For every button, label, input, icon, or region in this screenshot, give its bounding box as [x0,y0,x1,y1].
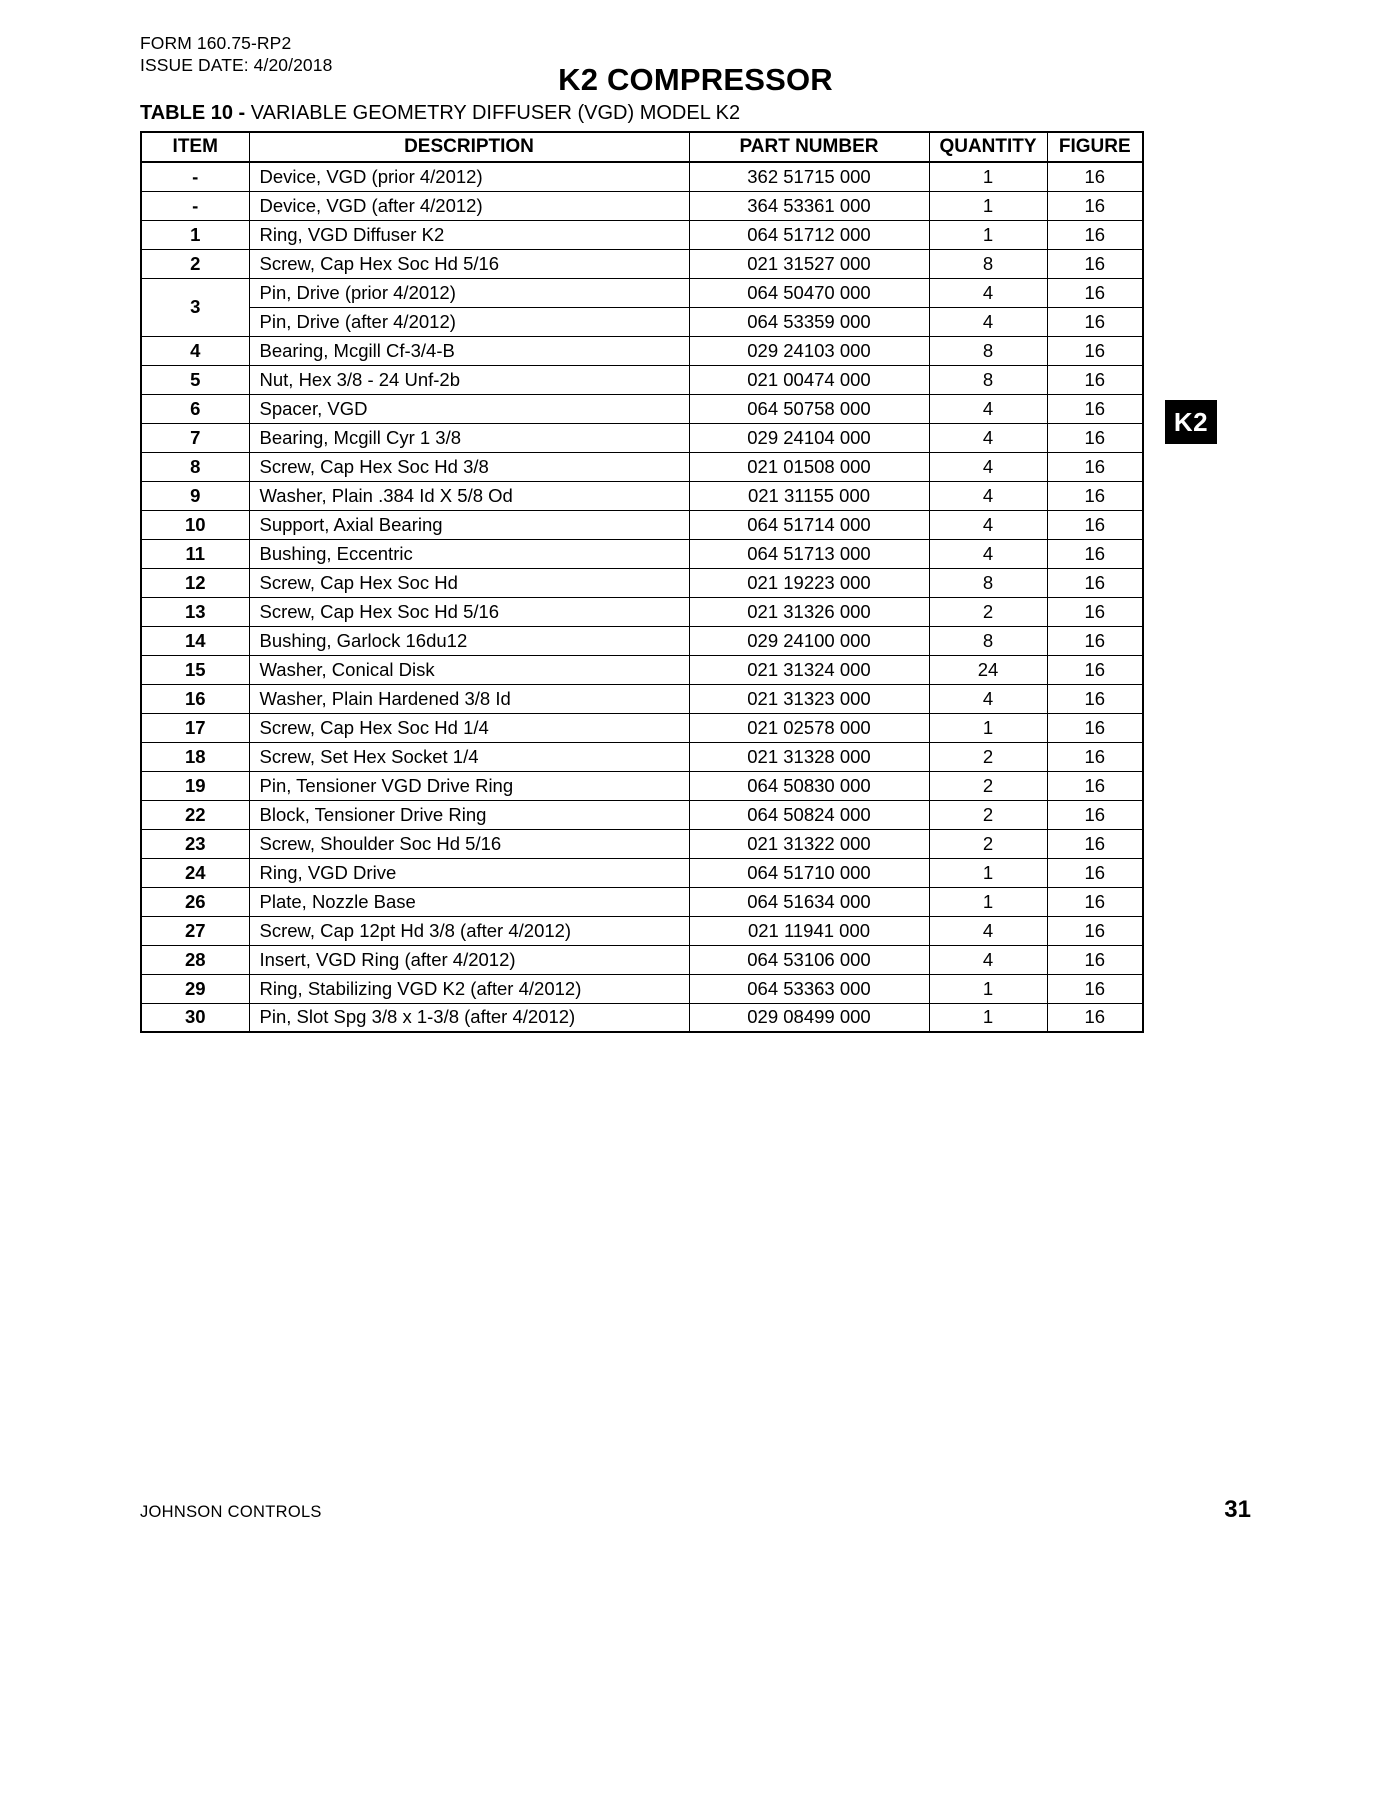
cell-quantity: 4 [929,945,1047,974]
cell-description: Device, VGD (prior 4/2012) [249,162,689,191]
cell-description: Nut, Hex 3/8 - 24 Unf-2b [249,365,689,394]
column-header-part-number: PART NUMBER [689,132,929,162]
cell-item: 22 [141,800,249,829]
column-header-figure: FIGURE [1047,132,1143,162]
cell-quantity: 2 [929,742,1047,771]
table-row [141,887,1143,916]
cell-figure: 16 [1047,597,1143,626]
cell-part-number: 064 50758 000 [689,394,929,423]
table-row [141,481,1143,510]
table-row [141,568,1143,597]
cell-quantity: 4 [929,510,1047,539]
cell-figure: 16 [1047,191,1143,220]
cell-part-number: 064 50470 000 [689,278,929,307]
cell-figure: 16 [1047,365,1143,394]
table-header [141,132,1143,162]
table-row [141,162,1143,191]
table-row [141,945,1143,974]
table-row [141,597,1143,626]
table-row [141,365,1143,394]
cell-figure: 16 [1047,771,1143,800]
cell-part-number: 021 02578 000 [689,713,929,742]
cell-part-number: 064 51634 000 [689,887,929,916]
cell-quantity: 4 [929,481,1047,510]
cell-part-number: 021 31322 000 [689,829,929,858]
cell-part-number: 064 53363 000 [689,974,929,1003]
table-row [141,510,1143,539]
table-row [141,916,1143,945]
table-label: TABLE 10 - [140,102,246,124]
form-number: FORM 160.75-RP2 [140,33,292,53]
table-caption [140,102,740,125]
cell-item: 12 [141,568,249,597]
table-row [141,771,1143,800]
cell-description: Block, Tensioner Drive Ring [249,800,689,829]
cell-quantity: 8 [929,626,1047,655]
cell-figure: 16 [1047,394,1143,423]
cell-description: Screw, Cap Hex Soc Hd [249,568,689,597]
cell-part-number: 029 24100 000 [689,626,929,655]
cell-description: Screw, Cap Hex Soc Hd 5/16 [249,597,689,626]
table-row [141,626,1143,655]
cell-figure: 16 [1047,220,1143,249]
cell-quantity: 4 [929,278,1047,307]
cell-quantity: 4 [929,423,1047,452]
cell-quantity: 8 [929,249,1047,278]
issue-date: ISSUE DATE: 4/20/2018 [140,55,333,75]
cell-figure: 16 [1047,307,1143,336]
cell-item: 11 [141,539,249,568]
cell-part-number: 029 24103 000 [689,336,929,365]
cell-item: 2 [141,249,249,278]
cell-description: Device, VGD (after 4/2012) [249,191,689,220]
cell-item: 9 [141,481,249,510]
cell-quantity: 4 [929,452,1047,481]
cell-figure: 16 [1047,278,1143,307]
cell-figure: 16 [1047,713,1143,742]
cell-item: 7 [141,423,249,452]
section-tab-label: K2 [1173,406,1209,437]
cell-quantity: 1 [929,162,1047,191]
table-body [141,162,1143,1032]
cell-part-number: 029 08499 000 [689,1003,929,1032]
cell-description: Support, Axial Bearing [249,510,689,539]
cell-description: Plate, Nozzle Base [249,887,689,916]
cell-figure: 16 [1047,742,1143,771]
table-row [141,974,1143,1003]
cell-figure: 16 [1047,539,1143,568]
cell-figure: 16 [1047,1003,1143,1032]
cell-part-number: 064 50824 000 [689,800,929,829]
cell-quantity: 2 [929,829,1047,858]
cell-figure: 16 [1047,974,1143,1003]
cell-part-number: 064 51710 000 [689,858,929,887]
cell-item: 3 [141,278,249,336]
cell-item: 23 [141,829,249,858]
cell-quantity: 2 [929,597,1047,626]
cell-description: Bearing, Mcgill Cf-3/4-B [249,336,689,365]
cell-figure: 16 [1047,162,1143,191]
cell-item: 24 [141,858,249,887]
cell-figure: 16 [1047,568,1143,597]
cell-figure: 16 [1047,452,1143,481]
cell-description: Ring, VGD Drive [249,858,689,887]
cell-quantity: 8 [929,336,1047,365]
cell-description: Pin, Drive (after 4/2012) [249,307,689,336]
table-row [141,191,1143,220]
cell-figure: 16 [1047,655,1143,684]
cell-figure: 16 [1047,626,1143,655]
cell-part-number: 021 19223 000 [689,568,929,597]
cell-description: Bushing, Eccentric [249,539,689,568]
cell-description: Pin, Tensioner VGD Drive Ring [249,771,689,800]
cell-figure: 16 [1047,800,1143,829]
cell-quantity: 2 [929,771,1047,800]
cell-part-number: 021 31328 000 [689,742,929,771]
table-row [141,742,1143,771]
cell-item: 10 [141,510,249,539]
cell-part-number: 021 31527 000 [689,249,929,278]
cell-quantity: 4 [929,394,1047,423]
table-header-row [141,132,1143,162]
footer-company: JOHNSON CONTROLS [140,1503,322,1521]
cell-figure: 16 [1047,916,1143,945]
table-row [141,336,1143,365]
table-row [141,423,1143,452]
cell-part-number: 364 53361 000 [689,191,929,220]
table-row [141,713,1143,742]
cell-item: 26 [141,887,249,916]
cell-item: 14 [141,626,249,655]
cell-quantity: 1 [929,220,1047,249]
table-row [141,829,1143,858]
cell-item: 8 [141,452,249,481]
cell-part-number: 064 51712 000 [689,220,929,249]
cell-description: Screw, Cap Hex Soc Hd 1/4 [249,713,689,742]
cell-quantity: 4 [929,684,1047,713]
cell-quantity: 4 [929,539,1047,568]
cell-description: Washer, Plain .384 Id X 5/8 Od [249,481,689,510]
cell-description: Ring, VGD Diffuser K2 [249,220,689,249]
cell-quantity: 4 [929,916,1047,945]
table-row [141,1003,1143,1032]
cell-figure: 16 [1047,481,1143,510]
cell-part-number: 029 24104 000 [689,423,929,452]
cell-item: 28 [141,945,249,974]
cell-description: Screw, Cap Hex Soc Hd 3/8 [249,452,689,481]
table-row [141,249,1143,278]
cell-item: 19 [141,771,249,800]
cell-item: 27 [141,916,249,945]
parts-table-container [140,131,1142,1033]
cell-figure: 16 [1047,684,1143,713]
cell-description: Washer, Plain Hardened 3/8 Id [249,684,689,713]
cell-figure: 16 [1047,510,1143,539]
cell-part-number: 064 53106 000 [689,945,929,974]
cell-description: Screw, Cap Hex Soc Hd 5/16 [249,249,689,278]
cell-description: Bearing, Mcgill Cyr 1 3/8 [249,423,689,452]
cell-item: 5 [141,365,249,394]
table-caption-text: VARIABLE GEOMETRY DIFFUSER (VGD) MODEL K2 [245,102,741,124]
cell-description: Washer, Conical Disk [249,655,689,684]
cell-description: Pin, Drive (prior 4/2012) [249,278,689,307]
cell-item: - [141,191,249,220]
cell-figure: 16 [1047,945,1143,974]
table-row [141,307,1143,336]
cell-item: - [141,162,249,191]
cell-quantity: 1 [929,191,1047,220]
cell-quantity: 24 [929,655,1047,684]
footer-page-number: 31 [1224,1496,1251,1523]
column-header-item: ITEM [141,132,249,162]
page-title: K2 COMPRESSOR [558,62,833,97]
cell-item: 13 [141,597,249,626]
cell-part-number: 064 50830 000 [689,771,929,800]
table-row [141,220,1143,249]
cell-part-number: 021 00474 000 [689,365,929,394]
cell-part-number: 021 11941 000 [689,916,929,945]
cell-part-number: 064 51713 000 [689,539,929,568]
cell-part-number: 021 31323 000 [689,684,929,713]
cell-part-number: 064 51714 000 [689,510,929,539]
cell-item: 18 [141,742,249,771]
table-row [141,684,1143,713]
table-row [141,858,1143,887]
cell-part-number: 362 51715 000 [689,162,929,191]
cell-item: 30 [141,1003,249,1032]
cell-item: 17 [141,713,249,742]
table-row [141,539,1143,568]
cell-part-number: 021 31324 000 [689,655,929,684]
cell-description: Insert, VGD Ring (after 4/2012) [249,945,689,974]
cell-quantity: 4 [929,307,1047,336]
cell-description: Screw, Shoulder Soc Hd 5/16 [249,829,689,858]
section-tab-marker [1165,400,1217,444]
cell-quantity: 8 [929,568,1047,597]
table-row [141,655,1143,684]
cell-part-number: 021 31155 000 [689,481,929,510]
parts-table [140,131,1144,1033]
cell-item: 1 [141,220,249,249]
cell-figure: 16 [1047,423,1143,452]
cell-part-number: 064 53359 000 [689,307,929,336]
cell-quantity: 8 [929,365,1047,394]
cell-quantity: 1 [929,1003,1047,1032]
cell-description: Bushing, Garlock 16du12 [249,626,689,655]
cell-description: Screw, Cap 12pt Hd 3/8 (after 4/2012) [249,916,689,945]
cell-item: 4 [141,336,249,365]
cell-quantity: 1 [929,887,1047,916]
cell-quantity: 2 [929,800,1047,829]
table-row [141,278,1143,307]
cell-quantity: 1 [929,713,1047,742]
column-header-description: DESCRIPTION [249,132,689,162]
cell-item: 15 [141,655,249,684]
cell-item: 16 [141,684,249,713]
cell-figure: 16 [1047,858,1143,887]
table-row [141,800,1143,829]
column-header-quantity: QUANTITY [929,132,1047,162]
table-row [141,394,1143,423]
cell-description: Spacer, VGD [249,394,689,423]
cell-description: Pin, Slot Spg 3/8 x 1-3/8 (after 4/2012) [249,1003,689,1032]
cell-figure: 16 [1047,249,1143,278]
cell-part-number: 021 31326 000 [689,597,929,626]
cell-quantity: 1 [929,974,1047,1003]
cell-figure: 16 [1047,887,1143,916]
cell-description: Screw, Set Hex Socket 1/4 [249,742,689,771]
table-row [141,452,1143,481]
cell-figure: 16 [1047,829,1143,858]
cell-figure: 16 [1047,336,1143,365]
cell-item: 6 [141,394,249,423]
cell-quantity: 1 [929,858,1047,887]
cell-part-number: 021 01508 000 [689,452,929,481]
cell-description: Ring, Stabilizing VGD K2 (after 4/2012) [249,974,689,1003]
cell-item: 29 [141,974,249,1003]
